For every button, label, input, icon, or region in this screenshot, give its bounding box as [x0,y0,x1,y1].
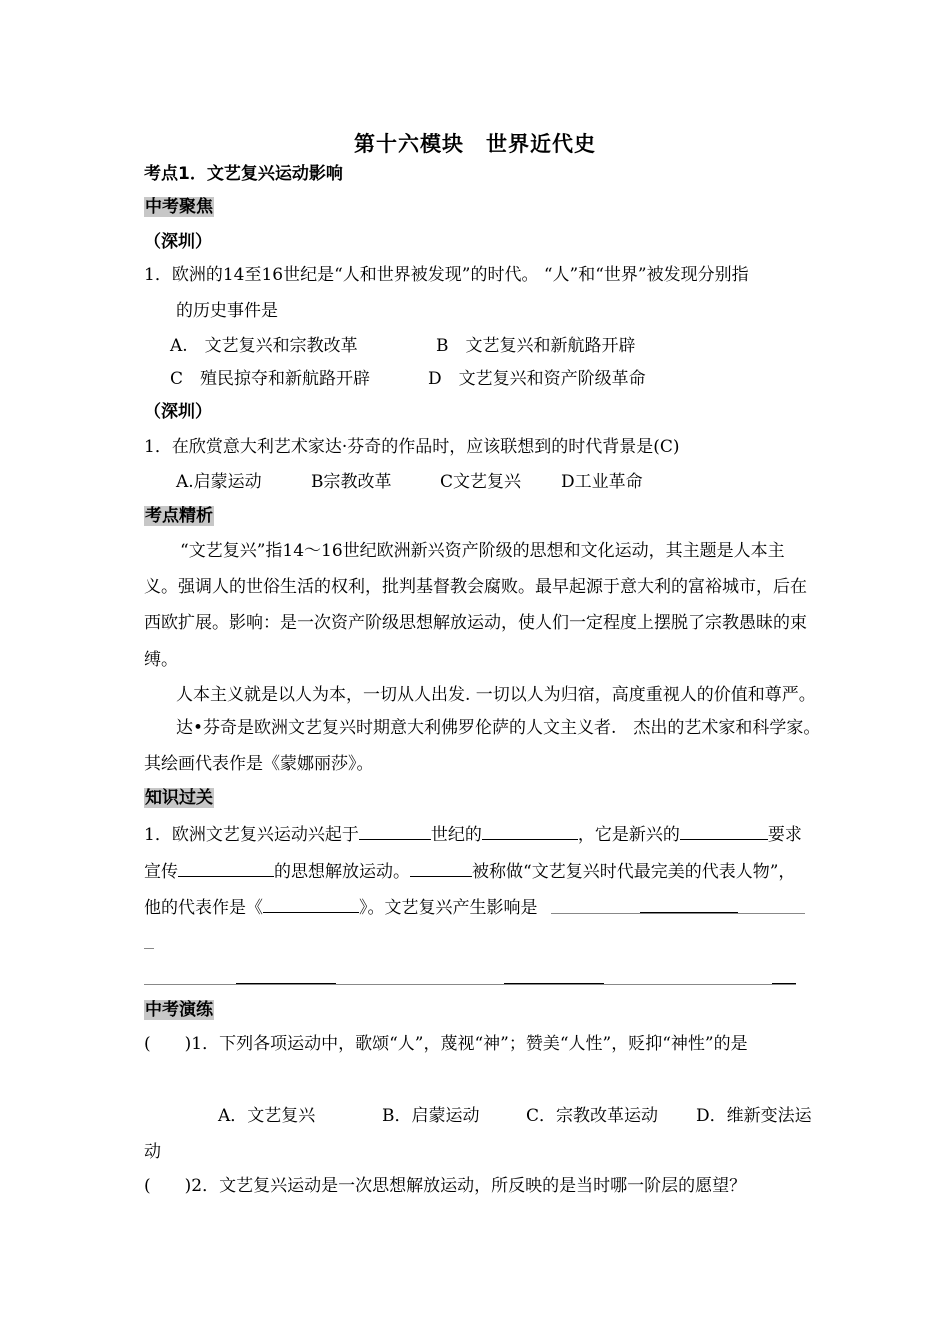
blank-person[interactable] [410,860,472,877]
practice-q1-option-a: A．文艺复兴 [218,1106,316,1126]
page-title: 第十六模块 世界近代史 [354,132,596,156]
question-b-option-b: B宗教改革 [311,472,392,492]
blank-influence-2-seg2 [504,983,604,984]
answer-paren-2[interactable]: ( ) [144,1176,192,1196]
blank-influence-2-seg1 [236,983,336,984]
question-a-option-d: D 文艺复兴和资产阶级革命 [428,369,646,389]
question-b-option-c: C文艺复兴 [440,472,522,492]
section-analysis-label: 考点精析 [145,506,213,526]
region-label-1: （深圳） [144,232,212,252]
section-practice-label: 中考演练 [145,1000,213,1020]
point-heading: 考点1．文艺复兴运动影响 [144,164,343,184]
blank-place[interactable] [482,823,578,840]
practice-q1-option-c: C．宗教改革运动 [526,1106,659,1126]
blank-influence-1[interactable] [551,913,805,914]
analysis-line-1: “文艺复兴”指14～16世纪欧洲新兴资产阶级的思想和文化运动，其主题是人本主 [180,541,785,561]
practice-q1: ( )1．下列各项运动中，歌颂“人”，蔑视“神”；赞美“人性”，贬抑“神性”的是 [144,1034,748,1054]
blank-propaganda[interactable] [178,860,274,877]
question-a-stem-cont: 的历史事件是 [176,301,278,321]
practice-q1-option-d-cont: 动 [144,1142,161,1162]
practice-q1-option-d: D．维新变法运 [696,1106,812,1126]
practice-q2: ( )2．文艺复兴运动是一次思想解放运动，所反映的是当时哪一阶层的愿望？ [144,1176,747,1196]
analysis-line-7: 其绘画代表作是《蒙娜丽莎》。 [144,754,374,774]
question-a-option-c: C 殖民掠夺和新航路开辟 [170,369,371,389]
question-b-option-a: A.启蒙运动 [176,472,262,492]
blank-influence-1-dark [640,912,738,913]
blank-masterpiece[interactable] [263,896,359,913]
blank-influence-2-seg3 [772,983,796,984]
question-a-option-a: A. 文艺复兴和宗教改革 [170,336,358,356]
analysis-line-2: 义。强调人的世俗生活的权利，批判基督教会腐败。最早起源于意大利的富裕城市，后在 [144,577,807,597]
question-a-option-b: B 文艺复兴和新航路开辟 [436,336,636,356]
question-b-option-d: D工业革命 [561,472,643,492]
analysis-line-3: 西欧扩展。影响：是一次资产阶级思想解放运动，使人们一定程度上摆脱了宗教愚昧的束 [144,613,807,633]
knowledge-line-1: 1．欧洲文艺复兴运动兴起于 世纪的 ，它是新兴的 要求 [144,825,802,845]
section-knowledge-label: 知识过关 [145,788,213,808]
question-a-stem: 1．欧洲的14至16世纪是“人和世界被发现”的时代。 “人”和“世界”被发现分别指 [144,265,749,285]
analysis-line-5: 人本主义就是以人为本，一切从人出发. 一切以人为归宿，高度重视人的价值和尊严。 [176,685,816,705]
analysis-line-4: 缚。 [144,650,178,670]
knowledge-line-3: 他的代表作是《 》。文艺复兴产生影响是 [144,898,538,918]
analysis-line-6: 达•芬奇是欧洲文艺复兴时期意大利佛罗伦萨的人文主义者. 杰出的艺术家和科学家。 [176,718,821,738]
practice-q1-option-b: B．启蒙运动 [382,1106,480,1126]
blank-influence-2[interactable] [144,984,796,985]
answer-paren-1[interactable]: ( ) [144,1034,192,1054]
blank-influence-stub [144,948,154,949]
blank-class[interactable] [680,823,768,840]
section-focus-label: 中考聚焦 [145,197,213,217]
blank-century[interactable] [359,823,431,840]
region-label-2: （深圳） [144,402,212,422]
knowledge-line-2: 宣传 的思想解放运动。 被称做“文艺复兴时代最完美的代表人物”， [144,862,796,882]
question-b-stem: 1．在欣赏意大利艺术家达·芬奇的作品时，应该联想到的时代背景是(C) [144,437,680,457]
